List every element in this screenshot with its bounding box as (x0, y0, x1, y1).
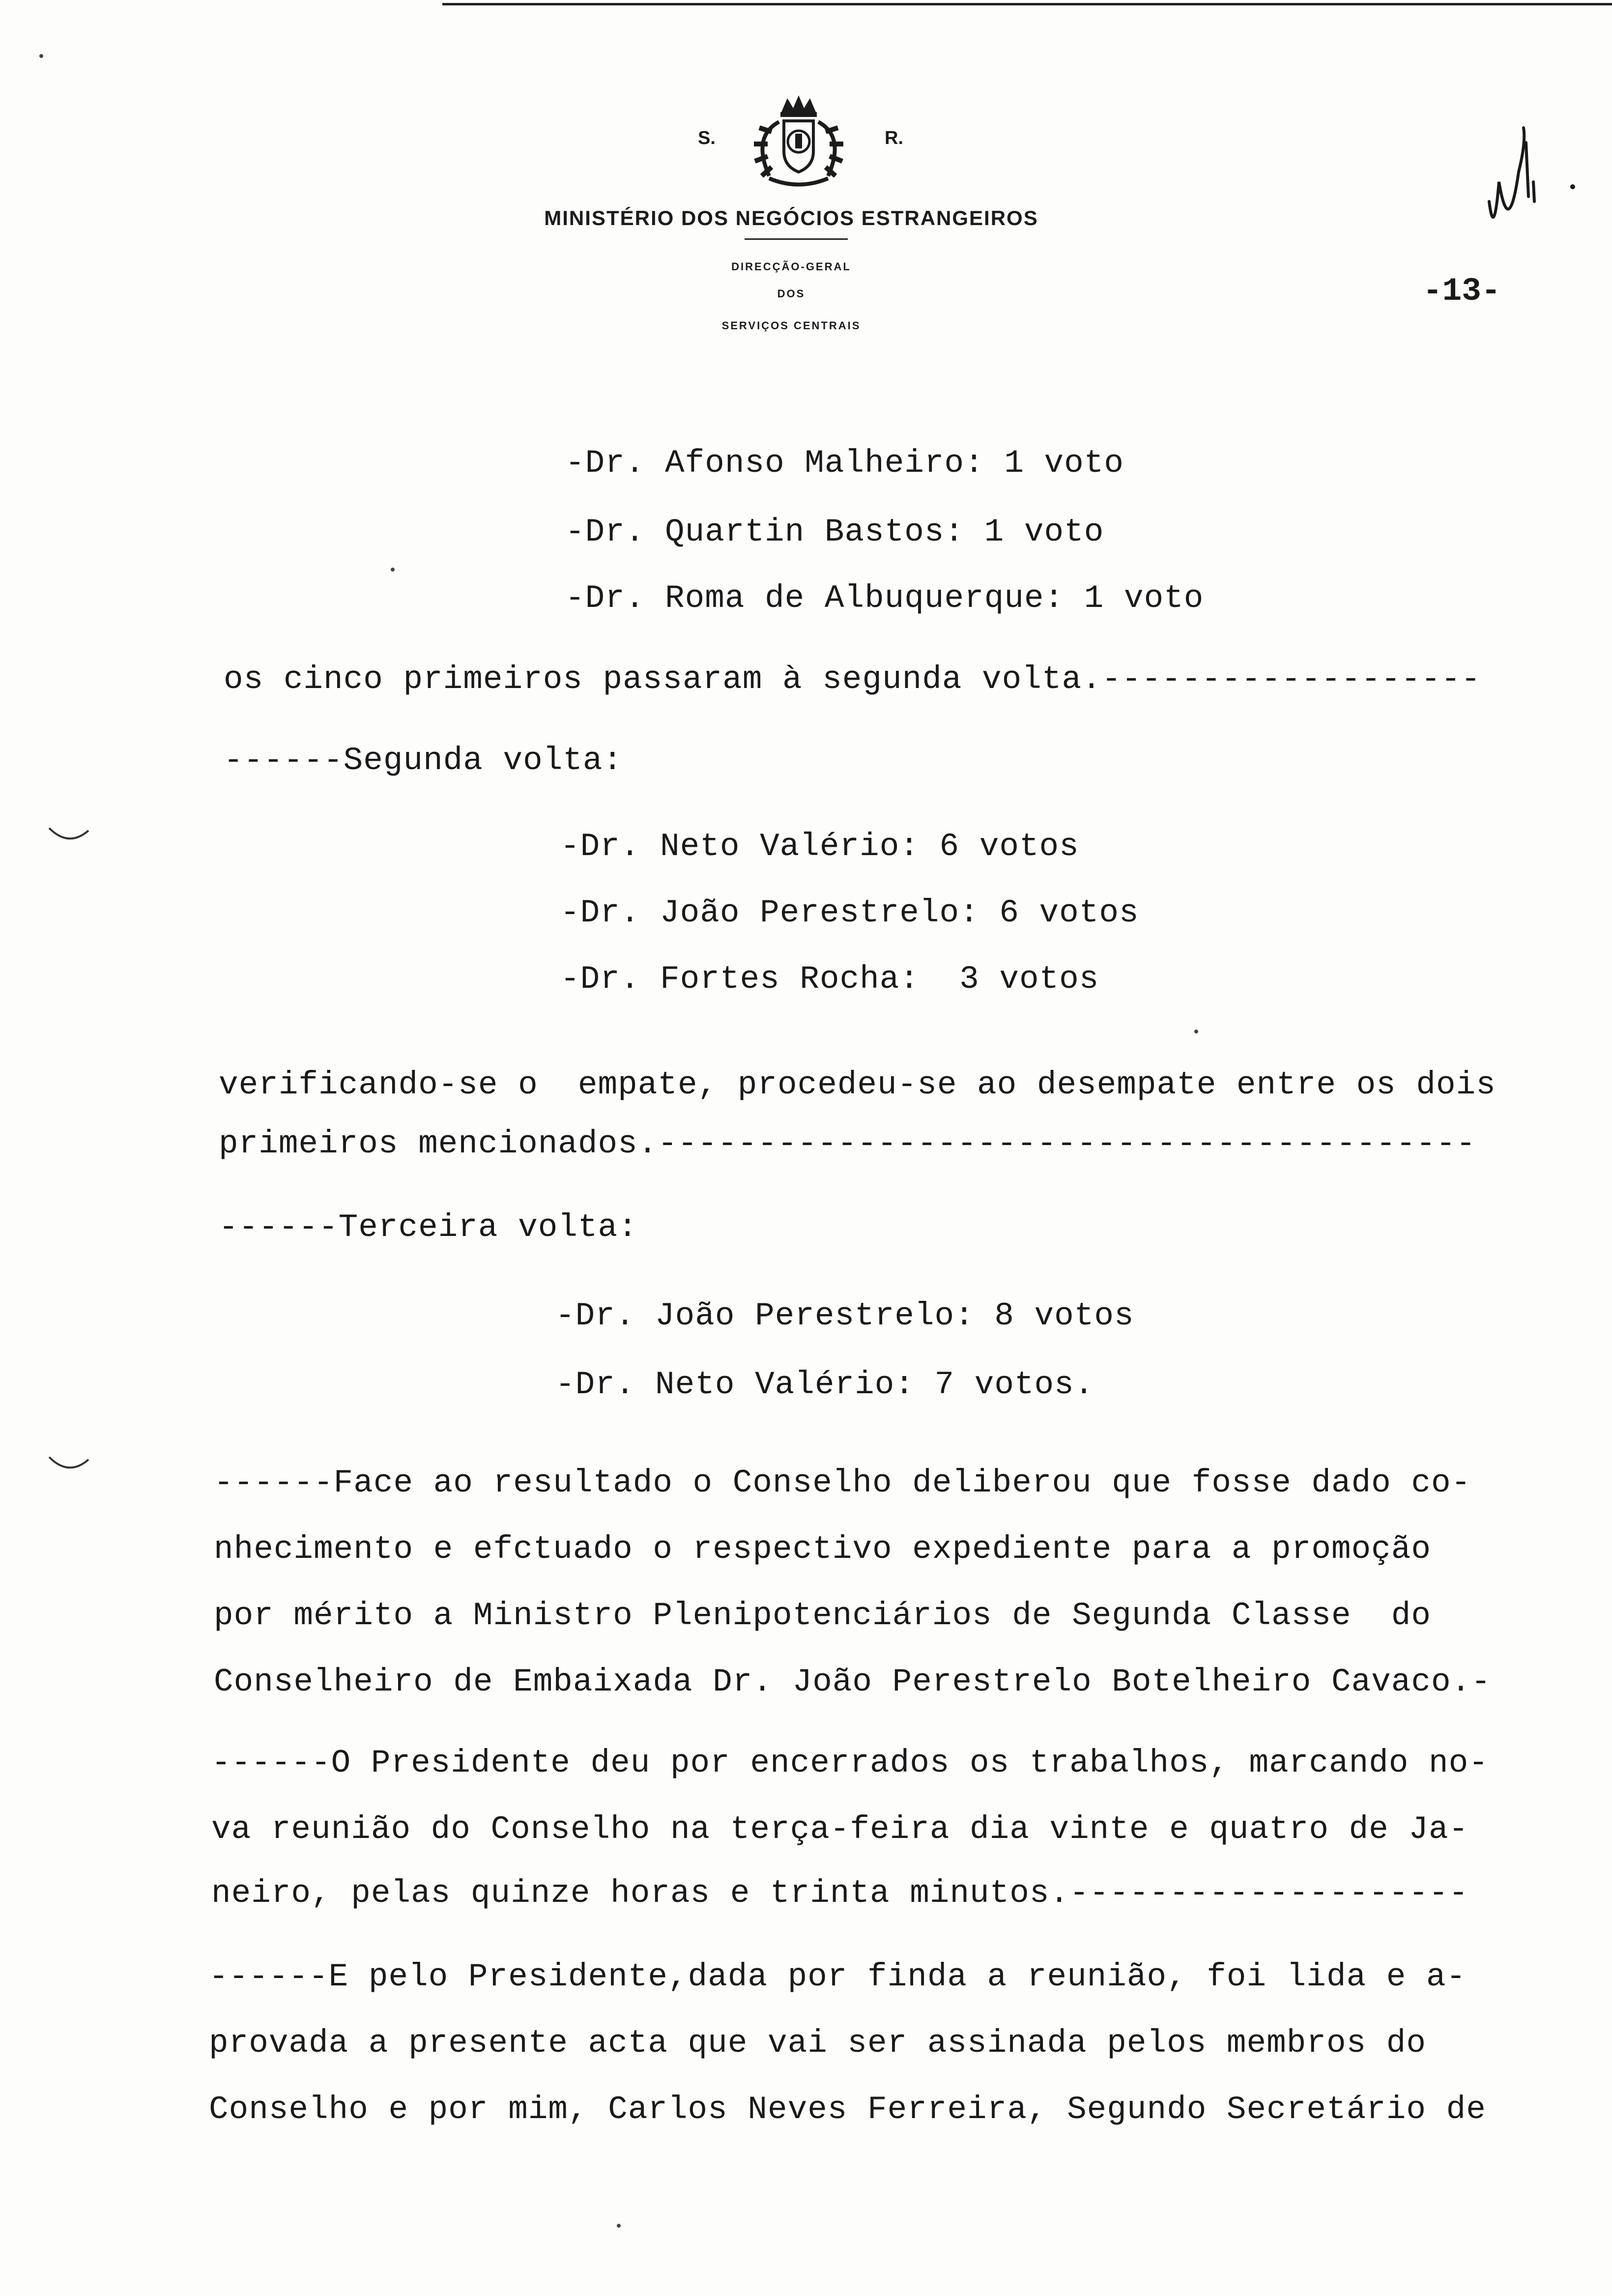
letterhead-left-initial: S. (698, 128, 716, 148)
paragraph-line: va reunião do Conselho na terça-feira dia vinte e quatro de Ja- (211, 1811, 1469, 1848)
binding-mark (47, 1455, 91, 1474)
vote-line: -Dr. Afonso Malheiro: 1 voto (565, 445, 1124, 482)
direction-line-2: DOS (777, 287, 806, 300)
vote-line: -Dr. João Perestrelo: 8 votos (555, 1297, 1134, 1334)
paragraph-line: neiro, pelas quinze horas e trinta minutos.-------------------- (211, 1875, 1469, 1912)
paragraph-line: por mérito a Ministro Plenipotenciários de Segunda Classe do (214, 1597, 1431, 1634)
handwritten-initials (1479, 123, 1592, 251)
section-heading: ------Segunda volta: (224, 742, 623, 779)
paragraph-line: provada a presente acta que vai ser assinada pelos membros do (209, 2025, 1426, 2062)
paragraph-line: primeiros mencionados.----------------------------------------- (219, 1125, 1476, 1162)
ministry-underline (745, 238, 848, 240)
vote-line: -Dr. Neto Valério: 6 votos (560, 828, 1079, 865)
paragraph-line: ------Face ao resultado o Conselho deliberou que fosse dado co- (214, 1464, 1471, 1501)
scan-speck (1194, 1030, 1198, 1033)
paragraph-line: Conselho e por mim, Carlos Neves Ferreira, Segundo Secretário de (209, 2091, 1486, 2128)
ministry-name: MINISTÉRIO DOS NEGÓCIOS ESTRANGEIROS (544, 206, 1038, 230)
vote-line: -Dr. Neto Valério: 7 votos. (555, 1366, 1094, 1403)
paragraph-line: ------E pelo Presidente,dada por finda a reunião, foi lida e a- (209, 1958, 1467, 1995)
direction-line-3: SERVIÇOS CENTRAIS (721, 319, 861, 332)
scan-speck (391, 568, 395, 572)
paragraph-line: verificando-se o empate, procedeu-se ao desempate entre os dois (219, 1066, 1496, 1103)
scan-speck (39, 54, 43, 58)
vote-line: -Dr. João Perestrelo: 6 votos (560, 894, 1139, 931)
vote-line: -Dr. Roma de Albuquerque: 1 voto (565, 580, 1204, 617)
scan-speck (617, 2224, 621, 2228)
paragraph-line: Conselheiro de Embaixada Dr. João Perestrelo Botelheiro Cavaco.- (214, 1664, 1491, 1700)
section-heading: ------Terceira volta: (219, 1209, 638, 1246)
page-number: -13- (1423, 273, 1501, 310)
coat-of-arms-icon (742, 92, 855, 191)
paragraph-line: os cinco primeiros passaram à segunda volta.------------------- (224, 661, 1481, 698)
letterhead-right-initial: R. (885, 128, 903, 148)
letterhead (482, 88, 1101, 344)
vote-line: -Dr. Quartin Bastos: 1 voto (565, 514, 1104, 550)
vote-line: -Dr. Fortes Rocha: 3 votos (560, 961, 1099, 998)
paragraph-line: ------O Presidente deu por encerrados os trabalhos, marcando no- (211, 1745, 1489, 1781)
direction-line-1: DIRECÇÃO-GERAL (731, 260, 851, 273)
top-rule (442, 3, 1612, 5)
binding-mark (47, 826, 91, 845)
paragraph-line: nhecimento e efctuado o respectivo expediente para a promoção (214, 1531, 1431, 1568)
